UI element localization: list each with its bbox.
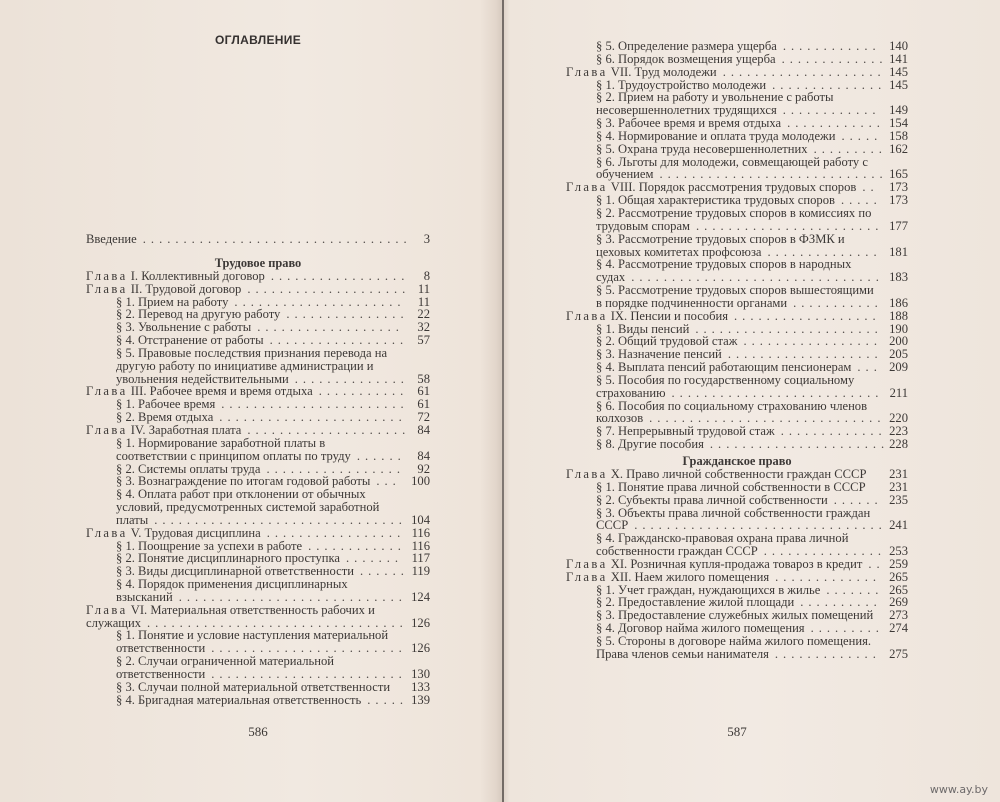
toc-entry-section[interactable] <box>566 284 908 310</box>
chapter-label: Глава <box>566 180 608 195</box>
toc-entry-text: § 3. Вознаграждение по итогам годовой работы <box>116 474 371 489</box>
toc-entries <box>86 270 430 707</box>
chapter-title: VII. Труд молодежи <box>610 64 717 79</box>
toc-page-number: 181 <box>889 244 908 259</box>
left-page <box>86 0 430 802</box>
toc-entry-text: § 4. Порядок применения дисциплинарных взысканий <box>116 577 348 604</box>
toc-page-number: 231 <box>889 467 908 481</box>
leader-dots: .................... <box>247 281 411 296</box>
toc-entry-chapter[interactable] <box>86 424 430 437</box>
toc-page-number: 149 <box>889 103 908 118</box>
toc-page-number: 140 <box>889 39 908 53</box>
toc-page-number: 165 <box>889 167 908 182</box>
chapter-title: I. Коллективный договор <box>130 268 265 283</box>
leader-dots: ... <box>857 360 882 375</box>
chapter-label: Глава <box>566 569 608 584</box>
toc-entry-text: § 3. Увольнение с работы <box>116 320 252 335</box>
toc-page-number: 220 <box>889 411 908 426</box>
leader-dots: .......................... <box>671 385 884 400</box>
toc-page-number: 269 <box>889 595 908 610</box>
toc-page-number: 104 <box>411 512 430 527</box>
toc-entry-section[interactable] <box>566 207 908 233</box>
toc-entry-text: § 4. Отстранение от работы <box>116 333 264 348</box>
toc-entry-text: § 3. Рабочее время и время отдыха <box>596 116 782 131</box>
toc-entry-section[interactable] <box>566 40 908 53</box>
toc-entry-text: § 4. Оплата работ при отклонении от обычных условий, предусмотренных системой заработной платы <box>116 487 380 527</box>
toc-entry-text: § 1. Рабочее время <box>116 397 216 412</box>
leader-dots: ........................ <box>211 667 407 681</box>
toc-page-number: 253 <box>889 544 908 559</box>
toc-entry-text: § 6. Порядок возмещения ущерба <box>596 51 776 66</box>
leader-dots: .............. <box>767 244 882 259</box>
toc-entry-section[interactable] <box>566 438 908 451</box>
leader-dots: ............................ <box>178 589 407 604</box>
toc-entry-text: § 4. Бригадная материальная ответственность <box>116 692 362 707</box>
leader-dots: ......... <box>810 621 884 636</box>
toc-page-number: 130 <box>411 667 430 681</box>
toc-entry-text: § 2. Предоставление жилой площади <box>596 595 795 610</box>
toc-entry-chapter[interactable] <box>86 527 430 540</box>
leader-dots: ............................. <box>649 411 886 426</box>
toc-page-number: 205 <box>889 347 908 362</box>
toc-page-number: 158 <box>889 128 908 143</box>
toc-page-number: 145 <box>889 64 908 79</box>
leader-dots: ......... <box>813 141 887 156</box>
leader-dots: ....... <box>826 582 884 597</box>
watermark: www.ay.by <box>929 783 988 796</box>
leader-dots: ............................... <box>631 270 884 285</box>
leader-dots: ................................. <box>142 232 412 246</box>
leader-dots: ................. <box>270 268 410 283</box>
leader-dots: .................... <box>722 64 886 79</box>
chapter-title: III. Рабочее время и время отдыха <box>130 384 313 399</box>
toc-entry-section[interactable] <box>86 488 430 527</box>
leader-dots: ..... <box>840 193 882 208</box>
toc-entry-section[interactable] <box>86 578 430 604</box>
toc-page-number: 139 <box>411 692 430 707</box>
toc-page-number: 84 <box>417 422 430 437</box>
toc-page-number: 235 <box>889 492 908 507</box>
leader-dots: .............. <box>772 77 887 92</box>
toc-page-number: 11 <box>417 281 430 296</box>
toc-entry-text: § 6. Пособия по социальному страхованию членов колхозов <box>596 398 868 426</box>
leader-dots: ................... <box>727 347 883 362</box>
chapter-label: Глава <box>86 422 128 437</box>
chapter-title: X. Право личной собственности граждан СССР <box>610 467 867 481</box>
toc-entry-text: § 1. Понятие и условие наступления материальной ответственности <box>116 628 389 656</box>
leader-dots: ....................... <box>696 218 884 233</box>
toc-entry-text: § 6. Льготы для молодежи, совмещающей работу с обучением <box>596 154 868 182</box>
leader-dots: ............ <box>782 39 881 53</box>
toc-page-number: 3 <box>423 232 430 246</box>
toc-entry-text: § 5. Рассмотрение трудовых споров вышестоящими в порядке подчиненности органами <box>596 283 874 310</box>
toc-title: ОГЛАВЛЕНИЕ <box>214 33 301 47</box>
toc-entry-text: § 4. Договор найма жилого помещения <box>596 621 805 636</box>
toc-entry-section[interactable] <box>86 437 430 463</box>
toc-entry-section[interactable] <box>566 143 908 156</box>
toc-entry-section[interactable] <box>86 347 430 386</box>
toc-entry-section[interactable] <box>86 629 430 655</box>
leader-dots: ...................... <box>709 437 890 452</box>
page-number-folio: 587 <box>727 724 747 739</box>
leader-dots: .............. <box>294 371 409 386</box>
toc-entry-text: § 1. Понятие права личной собственности в СССР <box>596 479 866 494</box>
chapter-label: Глава <box>566 64 608 79</box>
toc-entry-section[interactable] <box>86 694 430 707</box>
toc-page-number: 173 <box>889 193 908 208</box>
leader-dots: ............. <box>780 424 887 439</box>
toc-entry-text: § 2. Время отдыха <box>116 410 214 425</box>
toc-page-number: 116 <box>411 525 430 540</box>
toc-page-number: 32 <box>417 320 430 335</box>
toc-page-number: 188 <box>889 308 908 323</box>
leader-dots: ............ <box>308 538 406 553</box>
chapter-label: Глава <box>566 467 608 481</box>
leader-dots: ............. <box>774 646 881 661</box>
toc-page-number: 84 <box>417 448 430 463</box>
toc-page-number: 22 <box>417 307 430 322</box>
toc-page-number: 145 <box>889 77 908 92</box>
chapter-title: VIII. Порядок рассмотрения трудовых споров <box>610 180 857 195</box>
toc-entry-text: § 1. Виды пенсий <box>596 321 690 336</box>
leader-dots: ............................... <box>154 512 407 527</box>
toc-page-number: 61 <box>417 384 430 399</box>
leader-dots: ................. <box>266 525 406 540</box>
toc-entry-section[interactable] <box>566 91 908 117</box>
toc-page-number: 241 <box>889 518 908 533</box>
toc-entry-text: § 5. Стороны в договоре найма жилого помещения. Права членов семьи нанимателя <box>596 633 872 661</box>
toc-entry-chapter[interactable] <box>566 468 908 481</box>
toc-page-number: 119 <box>411 564 430 579</box>
chapter-label: Глава <box>86 268 128 283</box>
chapter-title: II. Трудовой договор <box>130 281 242 296</box>
leader-dots: ............ <box>787 116 885 131</box>
toc-entry-section[interactable] <box>566 258 908 284</box>
leader-dots: ................................ <box>147 615 408 630</box>
toc-page-number: 100 <box>411 474 430 489</box>
toc-list-right <box>566 40 908 661</box>
toc-page-number: 57 <box>417 333 430 348</box>
toc-entry-chapter[interactable] <box>566 66 908 79</box>
leader-dots: ........................ <box>211 641 407 656</box>
leader-dots: ...... <box>356 448 406 463</box>
toc-entry-text: § 7. Непрерывный трудовой стаж <box>596 424 775 439</box>
toc-entry-text: § 4. Выплата пенсий работающим пенсионерам <box>596 360 852 375</box>
toc-page-number: 173 <box>889 180 908 195</box>
right-page <box>566 0 908 802</box>
toc-page-number: 126 <box>411 615 430 630</box>
leader-dots: .................. <box>257 320 404 335</box>
leader-dots: .................... <box>247 422 411 437</box>
leader-dots: ...... <box>833 492 883 507</box>
toc-page-number: 274 <box>889 621 908 636</box>
toc-entry-chapter[interactable] <box>86 283 430 296</box>
toc-entry-text: § 8. Другие пособия <box>596 437 704 452</box>
toc-page-number: 162 <box>889 141 908 156</box>
leader-dots: ............... <box>763 544 886 559</box>
chapter-label: Глава <box>566 308 608 323</box>
toc-page-number: 126 <box>411 641 430 656</box>
toc-entry-section[interactable] <box>86 655 430 681</box>
toc-entry-text: § 5. Охрана труда несовершеннолетних <box>596 141 808 156</box>
toc-entry-chapter[interactable] <box>86 604 430 630</box>
toc-entry-text: § 1. Прием на работу <box>116 294 229 309</box>
toc-entry-introduction[interactable] <box>86 233 430 246</box>
toc-entry-text: § 2. Рассмотрение трудовых споров в комиссиях по трудовым спорам <box>596 205 872 233</box>
chapter-label: Глава <box>566 556 608 571</box>
toc-entry-text: Введение <box>86 232 137 246</box>
leader-dots: ................. <box>743 334 882 349</box>
toc-page-number: 200 <box>889 334 908 349</box>
leader-dots: .. <box>868 556 885 571</box>
chapter-title: XI. Розничная купля-продажа товароз в кредит <box>610 556 863 571</box>
leader-dots: ....................... <box>219 410 407 425</box>
leader-dots: ....................... <box>695 321 883 336</box>
part-heading: Трудовое право <box>214 255 302 270</box>
leader-dots: ... <box>376 474 401 489</box>
toc-entry-chapter[interactable] <box>566 571 908 584</box>
toc-entry-text: § 3. Случаи полной материальной ответственности <box>116 679 391 694</box>
chapter-label: Глава <box>86 525 128 540</box>
leader-dots: .................. <box>734 308 881 323</box>
toc-entry-text: § 5. Пособия по государственному социальному страхованию <box>596 372 855 400</box>
toc-page-number: 186 <box>889 295 908 310</box>
toc-entry-section[interactable] <box>566 481 908 494</box>
toc-page-number: 259 <box>889 556 908 571</box>
page-number-folio: 586 <box>248 724 268 739</box>
toc-page-number: 116 <box>411 538 430 553</box>
chapter-label: Глава <box>86 384 128 399</box>
toc-entry-text: § 2. Перевод на другую работу <box>116 307 281 322</box>
chapter-label: Глава <box>86 602 128 617</box>
chapter-title: IV. Заработная плата <box>130 422 242 437</box>
leader-dots: ............. <box>781 51 888 66</box>
toc-entry-text: § 1. Поощрение за успехи в работе <box>116 538 303 553</box>
toc-entry-section[interactable] <box>566 400 908 426</box>
toc-page-number: 209 <box>889 360 908 375</box>
toc-entry-text: § 2. Системы оплаты труда <box>116 461 261 476</box>
toc-page-number: 190 <box>889 321 908 336</box>
toc-page-number: 11 <box>417 294 430 309</box>
toc-entry-section[interactable] <box>566 156 908 182</box>
chapter-title: XII. Наем жилого помещения <box>610 569 770 584</box>
toc-entry-section[interactable] <box>566 117 908 130</box>
toc-page-number: 228 <box>889 437 908 452</box>
leader-dots: ................. <box>269 333 409 348</box>
chapter-title: V. Трудовая дисциплина <box>130 525 261 540</box>
toc-entry-section[interactable] <box>566 361 908 374</box>
chapter-title: VI. Материальная ответственность рабочих и служащих <box>86 602 375 630</box>
toc-entry-text: § 4. Гражданско-правовая охрана права личной собственности граждан СССР <box>596 531 849 559</box>
part-heading: Гражданское право <box>682 454 792 468</box>
toc-page-number: 273 <box>889 608 908 623</box>
leader-dots: ............ <box>782 103 881 118</box>
toc-entry-text: § 2. Понятие дисциплинарного проступка <box>116 551 341 566</box>
leader-dots: ............................ <box>659 167 888 182</box>
toc-entry-section[interactable] <box>566 532 908 558</box>
leader-dots: .. <box>862 180 879 195</box>
leader-dots: ...... <box>359 564 409 579</box>
leader-dots: .......... <box>800 595 882 610</box>
toc-entry-section[interactable] <box>566 130 908 143</box>
toc-entry-text <box>566 468 908 481</box>
toc-entry-text: § 1. Нормирование заработной платы в соответствии с принципом оплаты по труду <box>116 435 351 463</box>
toc-entry-section[interactable] <box>566 233 908 259</box>
leader-dots: ........... <box>318 384 409 399</box>
toc-page-number: 223 <box>889 424 908 439</box>
leader-dots: ............................... <box>634 518 887 533</box>
toc-entry-text: § 2. Общий трудовой стаж <box>596 334 738 349</box>
toc-page-number: 141 <box>889 51 908 66</box>
leader-dots: ............. <box>775 569 882 584</box>
toc-entry-text: § 1. Общая характеристика трудовых споров <box>596 193 835 208</box>
toc-entry-text: § 3. Назначение пенсий <box>596 347 722 362</box>
toc-page-number: 154 <box>889 116 908 131</box>
toc-entry-text: § 4. Нормирование и оплата труда молодежи <box>596 128 836 143</box>
toc-entry-text: § 5. Правовые последствия признания перевода на другую работу по инициативе администрации и увольнения недействительными <box>116 345 388 386</box>
toc-page-number: 61 <box>417 397 430 412</box>
toc-entry-text: § 1. Учет граждан, нуждающихся в жилье <box>596 582 821 597</box>
chapter-title: IX. Пенсии и пособия <box>610 308 729 323</box>
toc-page-number: 92 <box>417 461 430 476</box>
leader-dots: ................. <box>266 461 405 476</box>
toc-entry-text: § 4. Рассмотрение трудовых споров в народных судах <box>596 257 852 285</box>
leader-dots: ....................... <box>221 397 409 412</box>
toc-entry-section[interactable] <box>566 507 908 533</box>
toc-entry-text: § 3. Виды дисциплинарной ответственности <box>116 564 354 579</box>
leader-dots: ....... <box>346 551 404 566</box>
toc-page-number: 8 <box>423 268 430 283</box>
toc-entry-text: § 1. Трудоустройство молодежи <box>596 77 767 92</box>
toc-page-number: 58 <box>417 371 430 386</box>
toc-list-left <box>86 233 430 707</box>
toc-page-number: 133 <box>411 679 430 694</box>
book-gutter <box>502 0 504 802</box>
toc-page-number: 275 <box>889 646 908 661</box>
toc-entry-text: § 2. Прием на работу и увольнение с работы несовершеннолетних трудящихся <box>596 90 834 118</box>
toc-entry-text: § 2. Случаи ограниченной материальной ответственности <box>116 654 335 681</box>
leader-dots: ..................... <box>234 294 406 309</box>
toc-entry-text: § 3. Предоставление служебных жилых помещений <box>596 608 874 623</box>
toc-page-number: 231 <box>889 479 908 494</box>
toc-entry-text: § 3. Объекты права личной собственности граждан СССР <box>596 505 871 533</box>
leader-dots: ..... <box>841 128 883 143</box>
chapter-label: Глава <box>86 281 128 296</box>
toc-entry-text: § 2. Субъекты права личной собственности <box>596 492 828 507</box>
toc-entries <box>566 40 908 661</box>
toc-entry-section[interactable] <box>86 334 430 347</box>
toc-entry-chapter[interactable] <box>566 310 908 323</box>
toc-page-number: 183 <box>889 270 908 285</box>
leader-dots: ............... <box>286 307 409 322</box>
toc-entry-text: § 3. Рассмотрение трудовых споров в ФЗМК и цеховых комитетах профсоюза <box>596 231 845 259</box>
toc-entry-section[interactable] <box>566 635 908 661</box>
toc-entry-section[interactable] <box>86 681 430 694</box>
toc-page-number: 177 <box>889 218 908 233</box>
toc-entry-section[interactable] <box>566 374 908 400</box>
leader-dots: ........... <box>793 295 883 310</box>
toc-page-number: 124 <box>411 589 430 604</box>
toc-entry-section[interactable] <box>566 494 908 507</box>
leader-dots: ..... <box>367 692 409 707</box>
toc-page-number: 265 <box>889 569 908 584</box>
toc-page-number: 72 <box>417 410 430 425</box>
toc-page-number: 265 <box>889 582 908 597</box>
toc-entry-text: § 5. Определение размера ущерба <box>596 39 777 53</box>
toc-page-number: 117 <box>411 551 430 566</box>
toc-page-number: 211 <box>889 385 908 400</box>
